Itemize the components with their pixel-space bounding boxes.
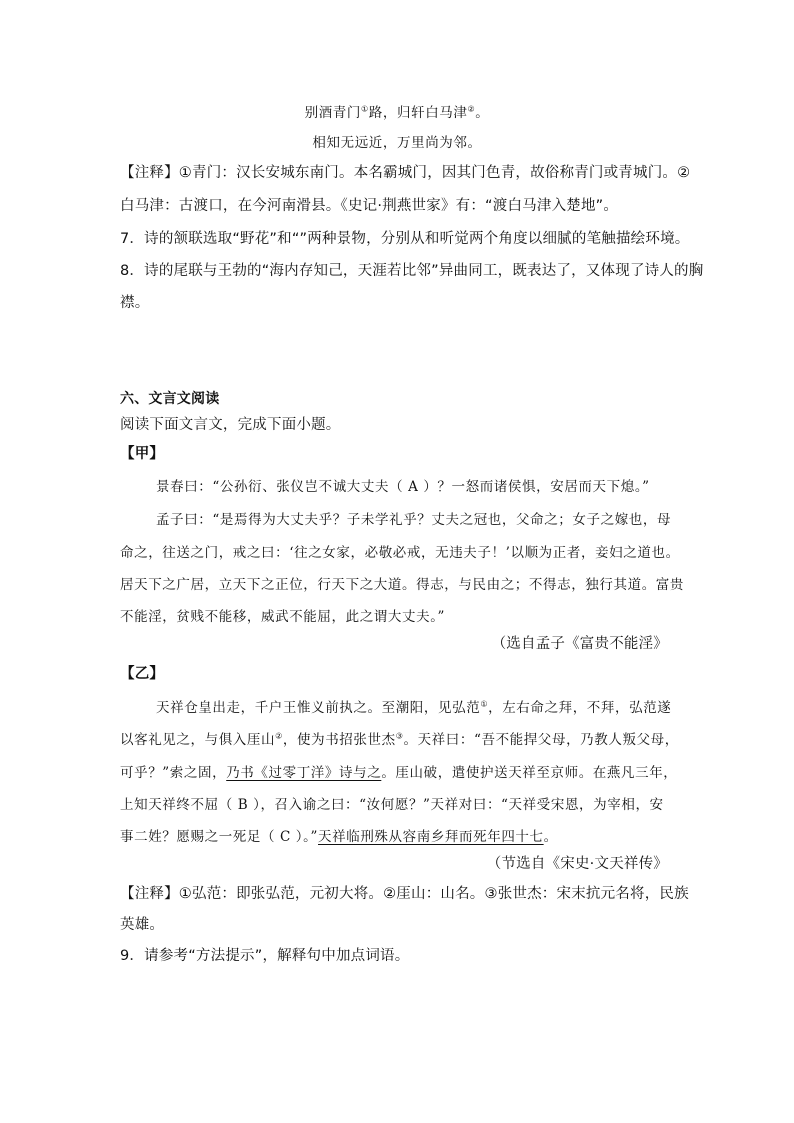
yi-line-1: [156, 699, 672, 716]
yi-note-line-1: 【注释】①弘范：即张弘范，元初大将。②厓山：山名。③张世杰：宋末抗元名将，民族: [120, 886, 689, 902]
jia-line-5: 不能淫，贫贱不能移，威武不能屈，此之谓大丈夫。”: [120, 609, 446, 625]
question-8-line-2: 襟。: [120, 295, 150, 311]
poem-line-2: 相知无远近，万里尚为邻。: [312, 135, 482, 151]
question-7: 7．诗的颔联选取“野花”和“”两种景物，分别从和听觉两个角度以细腻的笔触描绘环境。: [120, 231, 690, 247]
yi-line-1-text-b: ，左右命之拜，不拜，弘范遂: [488, 700, 672, 716]
footnote-marker: ②: [275, 731, 283, 741]
yi-line-4: 上知天祥终不屈（ B ），召入谕之曰：“汝何愿？”天祥对曰：“天祥受宋恩，为宰相，安: [120, 797, 664, 813]
jia-line-2: 孟子曰：“是焉得为大丈夫乎？子未学礼乎？丈夫之冠也，父命之；女子之嫁也，母: [156, 512, 672, 528]
yi-note-line-2: 英雄。: [120, 917, 165, 933]
yi-line-2-text-a: 以客礼见之，与俱入厓山: [120, 732, 276, 748]
yi-line-5-text-b: 。: [543, 829, 558, 845]
yi-source: （节选自《宋史·文天祥传》: [486, 856, 668, 872]
yi-line-3-text-a: 可乎？”索之固，: [120, 765, 227, 781]
yi-label: 【乙】: [120, 666, 165, 682]
yi-line-1-text-a: 天祥仓皇出走，千户王惟义前执之。至潮阳，见弘范: [156, 700, 481, 716]
footnote-marker: ①: [480, 699, 489, 709]
jia-line-4: 居天下之广居，立天下之正位，行天下之大道。得志，与民由之；不得志，独行其道。富贵: [120, 577, 684, 593]
poem-line-1: [0, 104, 794, 121]
poem-line-1-text-b: 路，归轩白马津: [368, 105, 468, 121]
yi-line-3: [120, 767, 677, 781]
yi-line-5: [120, 831, 558, 845]
poem-note-line-2: 白马津：古渡口，在今河南滑县。《史记·荆燕世家》有：“渡白马津入楚地”。: [120, 198, 619, 214]
poem-note-line-1: 【注释】①青门：汉长安城东南门。本名霸城门，因其门色青，故俗称青门或青城门。②: [120, 165, 691, 181]
yi-line-2-text-c: 。天祥曰：“吾不能捍父母，乃教人叛父母，: [403, 732, 679, 748]
jia-source: （选自孟子《富贵不能淫》: [491, 636, 668, 652]
yi-line-5-text-a: 事二姓？愿赐之一死足（ C ）。”: [120, 829, 319, 845]
section-6-instruction: 阅读下面文言文，完成下面小题。: [120, 417, 341, 433]
poem-line-1-text-a: 别酒青门: [304, 105, 362, 121]
poem-line-1-text-c: 。: [475, 105, 490, 121]
question-9: 9．请参考“方法提示”，解释句中加点词语。: [120, 948, 410, 964]
question-8-line-1: 8．诗的尾联与王勃的“海内存知己，天涯若比邻”异曲同工，既表达了，又体现了诗人的胸: [120, 263, 704, 279]
section-6-title: 六、文言文阅读: [120, 391, 220, 407]
underlined-sentence-2: 天祥临刑殊从容南乡拜而死年四十七: [318, 829, 544, 845]
yi-line-2-text-b: ，使为书招张世杰: [282, 732, 396, 748]
jia-label: 【甲】: [120, 446, 165, 462]
footnote-marker: ②: [467, 104, 476, 114]
footnote-marker: ③: [395, 731, 404, 741]
footnote-marker: ①: [361, 104, 369, 114]
yi-line-2: [120, 731, 679, 748]
jia-line-3: 命之，往送之门，戒之曰：‘往之女家，必敬必戒，无违夫子！’以顺为正者，妾妇之道也。: [120, 545, 680, 561]
yi-line-3-text-b: 。厓山破，遣使护送天祥至京师。在燕凡三年，: [381, 765, 678, 781]
jia-line-1: 景春曰：“公孙衍、张仪岂不诚大丈夫（ A ）？一怒而诸侯惧，安居而天下熄。”: [156, 479, 650, 495]
underlined-sentence-1: 乃书《过零丁洋》诗与之: [226, 765, 382, 781]
